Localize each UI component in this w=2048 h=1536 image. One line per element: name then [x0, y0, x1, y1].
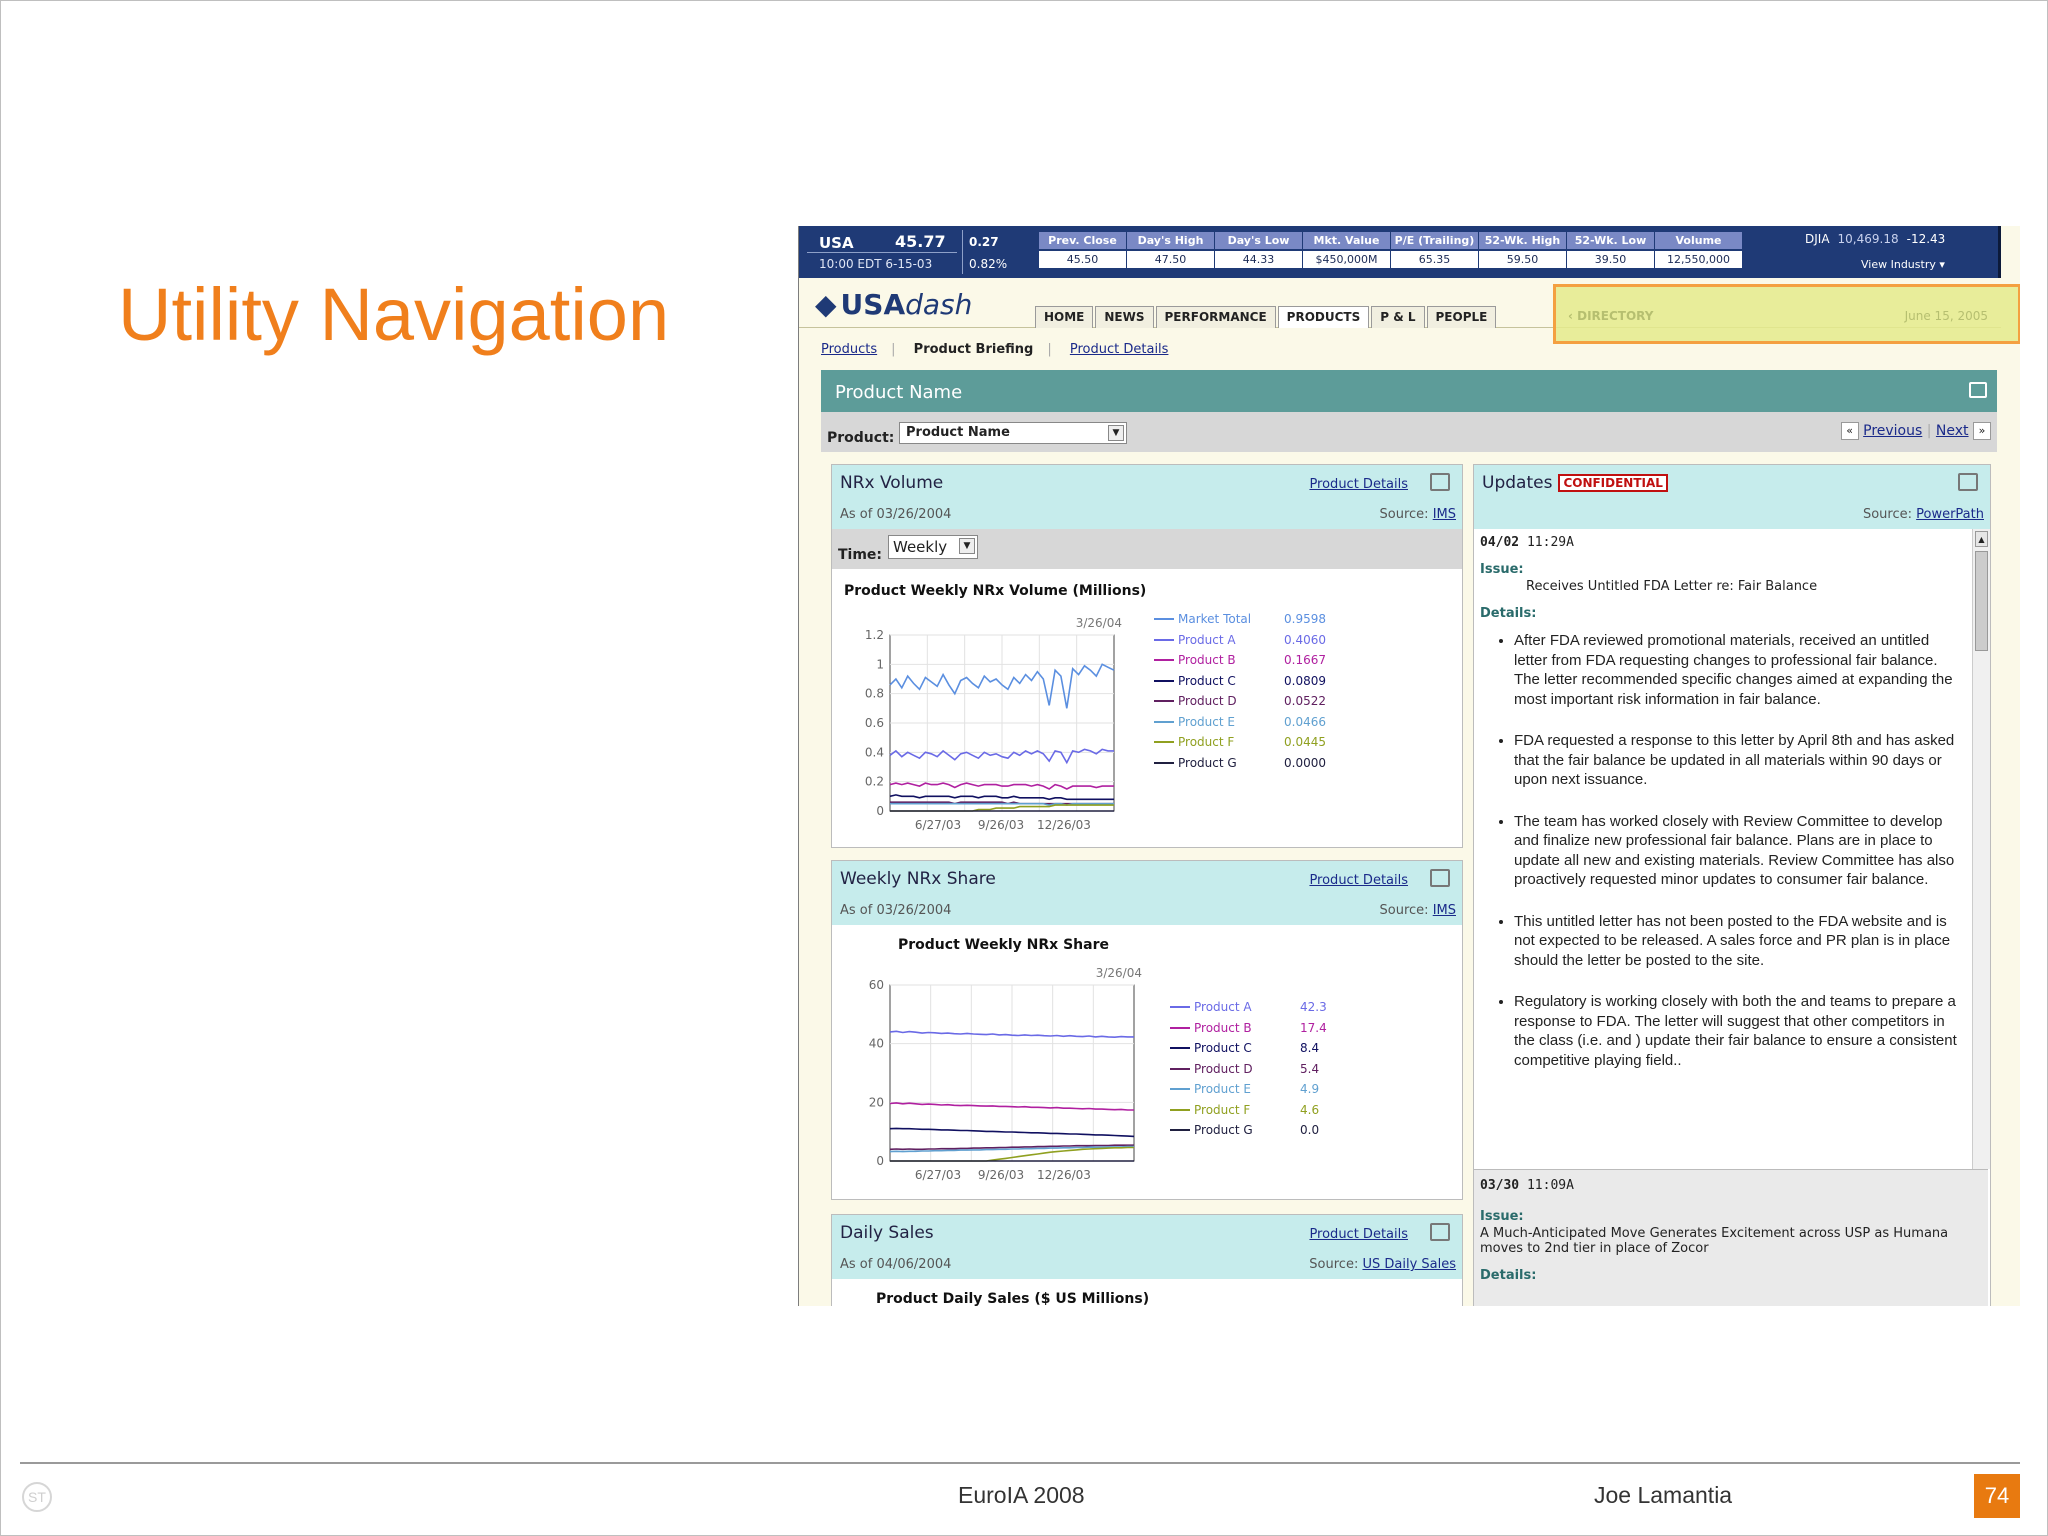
source-label: Source: [1309, 1257, 1359, 1272]
ticker-stat-value: $450,000M [1303, 251, 1390, 268]
time-label: Time: [838, 547, 883, 563]
subnav-separator: | [1047, 342, 1052, 357]
chevron-down-icon[interactable]: ▼ [1108, 425, 1124, 441]
legend-swatch [1154, 618, 1174, 620]
djia-change: -12.43 [1906, 232, 1946, 246]
legend-name: Product A [1194, 1000, 1252, 1015]
x-tick-label: 6/27/03 [914, 1168, 962, 1182]
daily-sales-panel [831, 1214, 1463, 1306]
list-item: • FDA requested a response to this letter by April 8th and has asked that the fair balance be updated in all materials within 90 days or upon next issuance. [1514, 731, 1964, 790]
nrx-share-legend [1170, 997, 1360, 1141]
view-industry-dropdown[interactable]: View Industry ▾ [1861, 258, 1945, 271]
legend-name: Product G [1178, 755, 1237, 770]
y-tick-label: 0 [876, 804, 884, 818]
usadash-logo[interactable] [815, 288, 972, 321]
product-label: Product: [827, 430, 895, 446]
list-item: • Regulatory is working closely with both the and teams to prepare a response to FDA. The letter will suggest that other competitors in the class (i.e. and ) update their fair balance to ensure a consistent competitive playing field.. [1514, 992, 1964, 1070]
ticker-stat-head: Volume [1655, 232, 1742, 249]
updates-header [1474, 465, 1990, 529]
ticker-change: 0.27 [969, 235, 999, 249]
legend-name: Product G [1194, 1123, 1253, 1138]
legend-swatch [1154, 741, 1174, 743]
nrx-volume-panel [831, 464, 1463, 848]
legend-value: 0.0 [1300, 1123, 1320, 1138]
subnav-products-link[interactable]: Products [821, 342, 878, 357]
nrx-volume-details-link[interactable]: Product Details [1309, 477, 1408, 492]
ticker-stat-value: 59.50 [1479, 251, 1566, 268]
printer-icon[interactable] [1969, 382, 1987, 398]
y-tick-label: 60 [868, 978, 884, 992]
legend-value: 0.0445 [1284, 735, 1326, 750]
legend-swatch [1170, 1006, 1190, 1008]
legend-item [1170, 997, 1360, 1018]
ticker-divider [962, 230, 963, 274]
page-number: 74 [1974, 1474, 2020, 1518]
ticker-stat [1127, 232, 1215, 268]
tab-pl[interactable]: P & L [1371, 306, 1424, 328]
legend-name: Product B [1194, 1020, 1252, 1035]
legend-value: 42.3 [1300, 1000, 1327, 1015]
list-item: • The team has worked closely with Review Committee to develop and finalize new professional fair balance. Plans are in place to update all new and existing materials. Review Committee has also proactively requested minor updates to consumer fair balance. [1514, 812, 1964, 890]
legend-item [1154, 609, 1344, 630]
x-tick-label: 12/26/03 [1037, 1168, 1091, 1182]
nrx-volume-title: NRx Volume [840, 473, 944, 493]
legend-item [1154, 691, 1344, 712]
legend-name: Product A [1178, 632, 1236, 647]
y-tick-label: 0.4 [864, 745, 884, 760]
nrx-share-panel [831, 860, 1463, 1200]
legend-swatch [1154, 762, 1174, 764]
legend-name: Product C [1178, 673, 1236, 688]
legend-name: Product E [1178, 714, 1235, 729]
ticker-time: 10:00 EDT 6-15-03 [819, 257, 933, 271]
details-label: Details: [1480, 1268, 1537, 1283]
legend-item [1154, 732, 1344, 753]
legend-value: 0.4060 [1284, 632, 1326, 647]
source-link[interactable]: US Daily Sales [1362, 1257, 1456, 1272]
end-date-label: 3/26/04 [1075, 616, 1122, 630]
scrollbar-thumb[interactable] [1975, 551, 1988, 651]
legend-item [1154, 630, 1344, 651]
update-timestamp [1480, 535, 1964, 550]
source-label: Source: [1379, 507, 1429, 522]
usadash-screenshot [798, 226, 2020, 1306]
ticker-symbol: USA [819, 234, 854, 252]
ticker-stat [1039, 232, 1127, 268]
product-select[interactable] [899, 422, 1127, 444]
ticker-stat-head: Day's High [1127, 232, 1214, 249]
printer-icon[interactable] [1430, 869, 1450, 887]
printer-icon[interactable] [1430, 1223, 1450, 1241]
nrx-volume-as-of: As of 03/26/2004 [840, 507, 952, 522]
details-label: Details: [1480, 606, 1537, 621]
tab-news[interactable]: NEWS [1095, 306, 1153, 328]
updates-title [1482, 473, 1668, 493]
daily-sales-details-link[interactable]: Product Details [1309, 1227, 1408, 1242]
updates-scrollbar[interactable] [1972, 529, 1990, 1169]
product-header-title: Product Name [835, 382, 963, 403]
next-arrow-icon[interactable]: » [1973, 422, 1991, 440]
ticker-stat-head: 52-Wk. High [1479, 232, 1566, 249]
ticker-stat-value: 65.35 [1391, 251, 1478, 268]
nrx-volume-chart [836, 605, 1136, 835]
product-select-bar [821, 412, 1997, 452]
nrx-share-chart-title: Product Weekly NRx Share [898, 937, 1109, 953]
legend-item [1154, 650, 1344, 671]
legend-swatch [1170, 1068, 1190, 1070]
daily-sales-header [832, 1215, 1462, 1279]
legend-item [1170, 1038, 1360, 1059]
update-time: 11:09A [1526, 1178, 1574, 1193]
legend-item [1154, 712, 1344, 733]
legend-value: 0.0000 [1284, 755, 1326, 770]
list-item: • This untitled letter has not been posted to the FDA website and is not expected to be released. A sales force and PR plan is in place should the letter be posted to the site. [1514, 912, 1964, 971]
chevron-down-icon[interactable]: ▼ [959, 538, 975, 554]
ticker-stat-head: 52-Wk. Low [1567, 232, 1654, 249]
legend-item [1170, 1079, 1360, 1100]
source-label: Source: [1862, 507, 1912, 522]
utility-nav-highlight [1553, 284, 2020, 344]
legend-swatch [1170, 1109, 1190, 1111]
next-link[interactable]: Next [1935, 423, 1969, 439]
pager-separator: | [1926, 423, 1932, 439]
updates-source [1863, 507, 1984, 522]
end-date-label: 3/26/04 [1095, 966, 1142, 980]
confidential-badge: CONFIDENTIAL [1558, 474, 1668, 492]
ticker-stat [1655, 232, 1743, 268]
legend-value: 17.4 [1300, 1020, 1327, 1035]
update-timestamp [1480, 1178, 1982, 1193]
update-time: 11:29A [1526, 535, 1574, 550]
tab-performance[interactable]: PERFORMANCE [1156, 306, 1276, 328]
legend-name: Product C [1194, 1041, 1252, 1056]
product-select-value: Product Name [906, 425, 1010, 440]
legend-swatch [1154, 639, 1174, 641]
y-tick-label: 0 [876, 1154, 884, 1168]
legend-name: Market Total [1178, 612, 1252, 627]
legend-name: Product F [1178, 735, 1235, 750]
printer-icon[interactable] [1958, 473, 1978, 491]
stock-ticker [799, 226, 2001, 278]
legend-swatch [1154, 721, 1174, 723]
daily-sales-chart-title: Product Daily Sales ($ US Millions) [876, 1291, 1150, 1306]
subnav-briefing-current: Product Briefing [913, 342, 1034, 357]
time-select[interactable] [888, 535, 978, 559]
second-update [1474, 1169, 1988, 1306]
daily-sales-title: Daily Sales [840, 1223, 934, 1243]
y-tick-label: 40 [868, 1036, 884, 1051]
scroll-up-icon[interactable]: ▲ [1975, 531, 1988, 547]
footer-author: Joe Lamantia [1594, 1482, 1733, 1508]
daily-sales-as-of: As of 04/06/2004 [840, 1257, 952, 1272]
tab-products[interactable]: PRODUCTS [1278, 306, 1370, 328]
legend-item [1154, 753, 1344, 774]
ticker-divider [807, 252, 957, 253]
pager [1841, 422, 1991, 440]
footer-logo: ST [22, 1482, 52, 1512]
y-tick-label: 0.8 [864, 686, 884, 701]
subnav-separator: | [891, 342, 896, 357]
legend-swatch [1154, 680, 1174, 682]
time-select-bar [832, 529, 1462, 569]
issue-label: Issue: [1480, 562, 1524, 577]
nrx-share-chart [836, 957, 1156, 1197]
x-tick-label: 12/26/03 [1037, 818, 1091, 832]
legend-value: 0.0466 [1284, 714, 1326, 729]
legend-value: 8.4 [1300, 1041, 1320, 1056]
legend-swatch [1154, 700, 1174, 702]
y-tick-label: 0.6 [864, 716, 884, 730]
y-tick-label: 1.2 [864, 628, 884, 642]
djia-value: 10,469.18 [1837, 232, 1899, 246]
legend-value: 0.1667 [1284, 653, 1326, 668]
nrx-volume-legend [1154, 609, 1344, 773]
legend-swatch [1170, 1027, 1190, 1029]
legend-item [1154, 671, 1344, 692]
issue-text: A Much-Anticipated Move Generates Excitement across USP as Humana moves to 2nd tier in place of Zocor [1480, 1226, 1949, 1256]
update-date: 03/30 [1480, 1178, 1520, 1193]
y-tick-label: 1 [876, 657, 884, 672]
nrx-share-header [832, 861, 1462, 925]
sub-nav [821, 342, 1182, 357]
details-list [1480, 631, 1964, 1070]
ticker-stat-head: P/E (Trailing) [1391, 232, 1478, 249]
legend-value: 4.9 [1300, 1082, 1320, 1097]
directory-label: DIRECTORY [1577, 309, 1654, 323]
logo-dash: dash [905, 288, 973, 321]
directory-link[interactable]: ‹ DIRECTORY [1568, 309, 1654, 323]
issue-label: Issue: [1480, 1209, 1524, 1224]
legend-item [1170, 1059, 1360, 1080]
ticker-stat-value: 44.33 [1215, 251, 1302, 268]
product-header [821, 370, 1997, 412]
source-link[interactable]: PowerPath [1916, 507, 1984, 522]
nav-tabs [1035, 306, 1498, 328]
ticker-stat [1479, 232, 1567, 268]
ticker-stat [1567, 232, 1655, 268]
legend-value: 0.0522 [1284, 694, 1326, 709]
legend-swatch [1170, 1047, 1190, 1049]
nrx-share-title: Weekly NRx Share [840, 869, 996, 889]
legend-value: 4.6 [1300, 1102, 1320, 1117]
printer-icon[interactable] [1430, 473, 1450, 491]
ticker-stat-head: Mkt. Value [1303, 232, 1390, 249]
subnav-details-link[interactable]: Product Details [1069, 342, 1169, 357]
ticker-stat-value: 39.50 [1567, 251, 1654, 268]
legend-name: Product B [1178, 653, 1236, 668]
previous-arrow-icon[interactable]: « [1841, 422, 1859, 440]
x-tick-label: 9/26/03 [977, 818, 1025, 832]
source-link[interactable]: IMS [1432, 903, 1456, 918]
time-select-value: Weekly [893, 538, 948, 556]
ticker-stat-value: 12,550,000 [1655, 251, 1742, 268]
updates-panel [1473, 464, 1991, 1306]
ticker-stat [1391, 232, 1479, 268]
nrx-volume-source [1380, 507, 1456, 522]
legend-value: 0.9598 [1284, 612, 1326, 627]
ticker-stat-value: 45.50 [1039, 251, 1126, 268]
slide-title: Utility Navigation [118, 273, 670, 356]
footer-conference: EuroIA 2008 [958, 1482, 1085, 1508]
legend-value: 5.4 [1300, 1061, 1320, 1076]
previous-link[interactable]: Previous [1863, 423, 1923, 439]
tab-people[interactable]: PEOPLE [1427, 306, 1497, 328]
updates-title-text: Updates [1482, 473, 1553, 493]
update-date: 04/02 [1480, 535, 1520, 550]
diamond-logo-icon: ◆ [815, 288, 837, 321]
source-link[interactable]: IMS [1432, 507, 1456, 522]
nrx-share-source [1380, 903, 1456, 918]
legend-swatch [1170, 1129, 1190, 1131]
legend-name: Product F [1194, 1102, 1251, 1117]
legend-value: 0.0809 [1284, 673, 1326, 688]
legend-swatch [1170, 1088, 1190, 1090]
legend-name: Product D [1194, 1061, 1253, 1076]
y-tick-label: 20 [868, 1095, 884, 1110]
legend-item [1170, 1018, 1360, 1039]
legend-item [1170, 1120, 1360, 1141]
ticker-stat-head: Prev. Close [1039, 232, 1126, 249]
list-item: • After FDA reviewed promotional materials, received an untitled letter from FDA requesting changes to professional fair balance. The letter recommended specific changes aimed at expanding the most important risk information in fair balance. [1514, 631, 1964, 709]
ticker-stats-table [1039, 232, 1743, 268]
djia-label: DJIA [1805, 232, 1830, 246]
updates-body[interactable] [1474, 529, 1970, 1169]
current-date: June 15, 2005 [1904, 309, 1988, 323]
tab-home[interactable]: HOME [1035, 306, 1093, 328]
nrx-share-as-of: As of 03/26/2004 [840, 903, 952, 918]
y-tick-label: 0.2 [864, 774, 884, 789]
legend-item [1170, 1100, 1360, 1121]
x-tick-label: 9/26/03 [977, 1168, 1025, 1182]
x-tick-label: 6/27/03 [914, 818, 962, 832]
ticker-stat-head: Day's Low [1215, 232, 1302, 249]
legend-name: Product D [1178, 694, 1237, 709]
ticker-stat-value: 47.50 [1127, 251, 1214, 268]
source-label: Source: [1379, 903, 1429, 918]
nrx-volume-header [832, 465, 1462, 529]
ticker-change-pct: 0.82% [969, 257, 1008, 271]
ticker-stat [1303, 232, 1391, 268]
djia-readout [1805, 232, 1953, 246]
legend-name: Product E [1194, 1082, 1251, 1097]
footer-rule [20, 1462, 2020, 1464]
nrx-volume-chart-title: Product Weekly NRx Volume (Millions) [844, 583, 1147, 599]
issue-text: Receives Untitled FDA Letter re: Fair Balance [1526, 579, 1818, 594]
logo-usa: USA [840, 288, 906, 321]
legend-swatch [1154, 659, 1174, 661]
ticker-price: 45.77 [895, 232, 946, 251]
nrx-share-details-link[interactable]: Product Details [1309, 873, 1408, 888]
daily-sales-source [1309, 1257, 1456, 1272]
ticker-stat [1215, 232, 1303, 268]
